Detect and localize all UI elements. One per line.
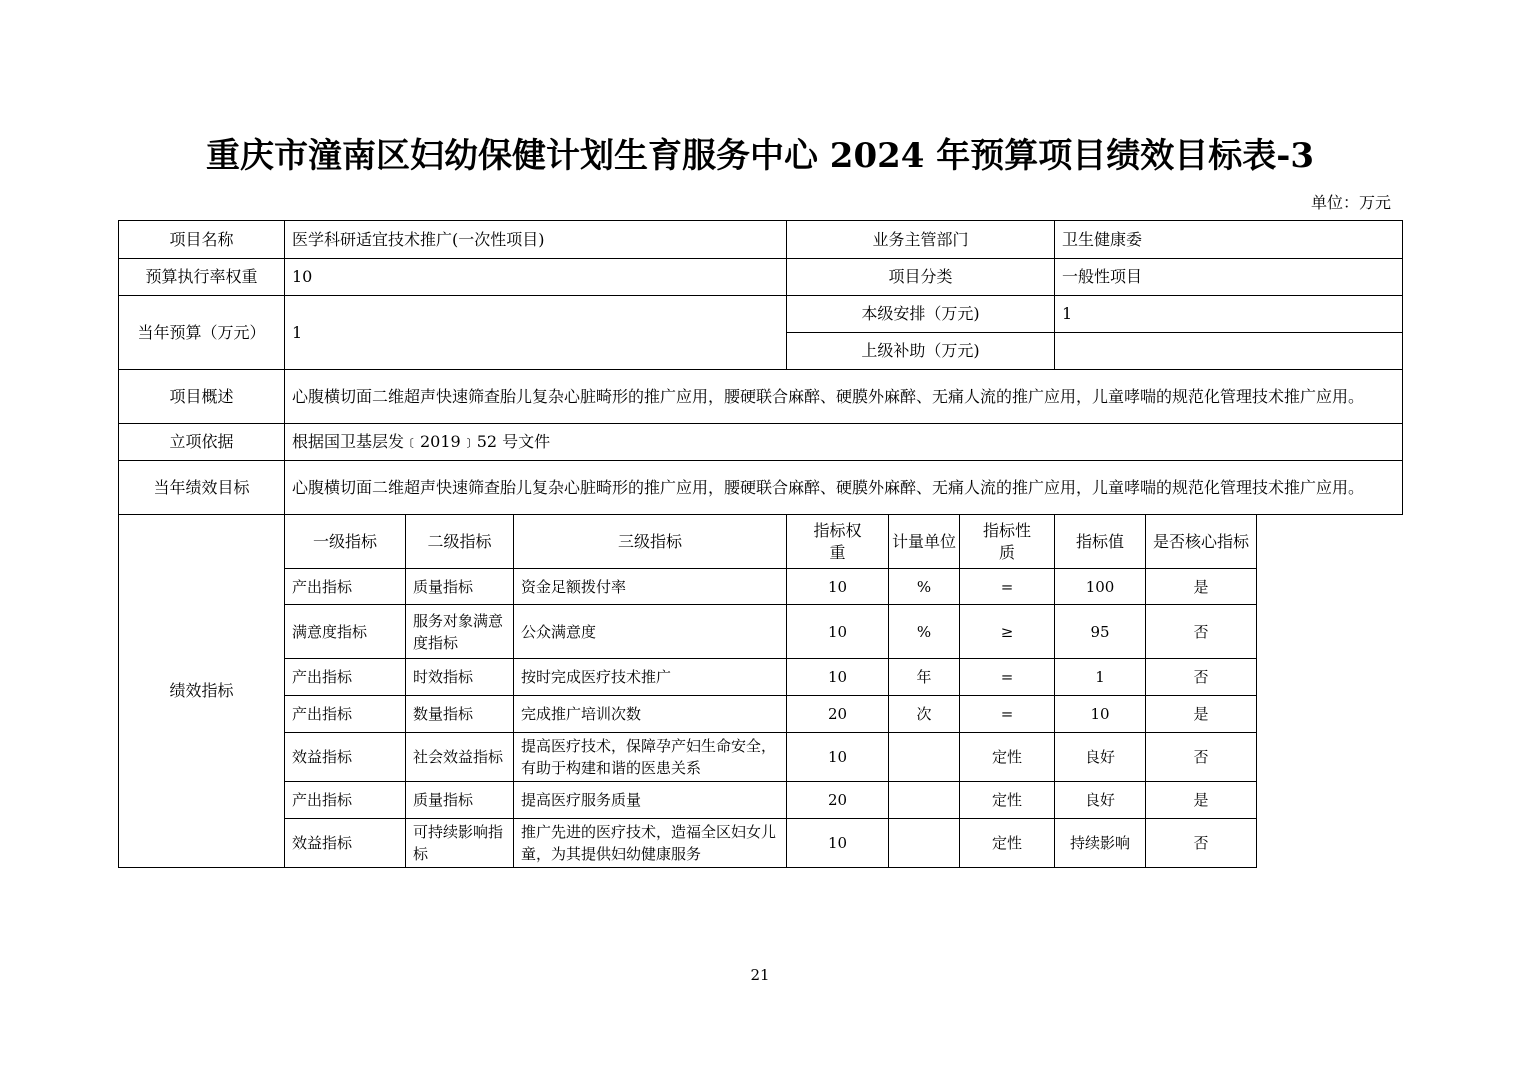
indicator-row	[119, 696, 1403, 733]
level2-cell: 服务对象满意度指标	[406, 605, 514, 659]
value-cell: 100	[1055, 569, 1146, 605]
level3-cell: 推广先进的医疗技术，造福全区妇女儿童，为其提供妇幼健康服务	[514, 819, 787, 868]
weight-cell: 10	[787, 733, 889, 782]
level1-cell: 产出指标	[285, 782, 406, 819]
weight-cell: 10	[787, 605, 889, 659]
header-core: 是否核心指标	[1146, 515, 1257, 569]
level1-cell: 满意度指标	[285, 605, 406, 659]
level1-cell: 产出指标	[285, 569, 406, 605]
header-weight: 指标权重	[787, 515, 889, 569]
level3-cell: 按时完成医疗技术推广	[514, 659, 787, 696]
weight-label: 预算执行率权重	[119, 259, 285, 296]
indicator-row	[119, 819, 1403, 868]
header-level1: 一级指标	[285, 515, 406, 569]
value-cell: 1	[1055, 659, 1146, 696]
core-cell: 否	[1146, 659, 1257, 696]
value-cell: 10	[1055, 696, 1146, 733]
level2-cell: 质量指标	[406, 782, 514, 819]
upper-label: 上级补助（万元)	[787, 333, 1055, 370]
core-cell: 是	[1146, 569, 1257, 605]
weight-value: 10	[285, 259, 787, 296]
header-nature: 指标性质	[960, 515, 1055, 569]
value-cell: 良好	[1055, 782, 1146, 819]
row-weight	[119, 259, 1403, 296]
weight-cell: 20	[787, 696, 889, 733]
unit-cell: %	[889, 569, 960, 605]
core-cell: 否	[1146, 605, 1257, 659]
weight-cell: 20	[787, 782, 889, 819]
unit-cell	[889, 782, 960, 819]
nature-cell: 定性	[960, 782, 1055, 819]
indicator-row	[119, 733, 1403, 782]
level1-cell: 效益指标	[285, 819, 406, 868]
value-cell: 良好	[1055, 733, 1146, 782]
row-overview	[119, 370, 1403, 424]
level3-cell: 提高医疗服务质量	[514, 782, 787, 819]
overview-value: 心腹横切面二维超声快速筛查胎儿复杂心脏畸形的推广应用，腰硬联合麻醉、硬膜外麻醉、无痛人流的推广应用，儿童哮喘的规范化管理技术推广应用。	[285, 370, 1403, 424]
basis-value: 根据国卫基层发﹝2019﹞52 号文件	[285, 424, 1403, 461]
row-goal	[119, 461, 1403, 515]
category-value: 一般性项目	[1055, 259, 1403, 296]
core-cell: 否	[1146, 733, 1257, 782]
weight-cell: 10	[787, 659, 889, 696]
level1-cell: 效益指标	[285, 733, 406, 782]
budget-label: 当年预算（万元）	[119, 296, 285, 370]
header-value: 指标值	[1055, 515, 1146, 569]
core-cell: 是	[1146, 782, 1257, 819]
performance-table	[118, 220, 1403, 868]
indicators-label: 绩效指标	[119, 515, 285, 868]
project-name-value: 医学科研适宜技术推广(一次性项目)	[285, 221, 787, 259]
row-budget-local	[119, 296, 1403, 333]
level3-cell: 完成推广培训次数	[514, 696, 787, 733]
nature-cell: =	[960, 569, 1055, 605]
level3-cell: 提高医疗技术，保障孕产妇生命安全，有助于构建和谐的医患关系	[514, 733, 787, 782]
weight-cell: 10	[787, 569, 889, 605]
local-label: 本级安排（万元)	[787, 296, 1055, 333]
level2-cell: 可持续影响指标	[406, 819, 514, 868]
nature-cell: ≥	[960, 605, 1055, 659]
nature-cell: 定性	[960, 733, 1055, 782]
unit-cell	[889, 733, 960, 782]
level3-cell: 公众满意度	[514, 605, 787, 659]
page-title: 重庆市潼南区妇幼保健计划生育服务中心 2024 年预算项目绩效目标表-3	[205, 136, 1315, 176]
indicator-row	[119, 782, 1403, 819]
header-level2: 二级指标	[406, 515, 514, 569]
level2-cell: 质量指标	[406, 569, 514, 605]
level2-cell: 数量指标	[406, 696, 514, 733]
unit-cell: 年	[889, 659, 960, 696]
budget-value: 1	[285, 296, 787, 370]
unit-cell: %	[889, 605, 960, 659]
core-cell: 否	[1146, 819, 1257, 868]
overview-label: 项目概述	[119, 370, 285, 424]
page-number: 21	[750, 966, 770, 984]
level2-cell: 社会效益指标	[406, 733, 514, 782]
indicator-row	[119, 659, 1403, 696]
value-cell: 95	[1055, 605, 1146, 659]
unit-cell	[889, 819, 960, 868]
indicator-row	[119, 605, 1403, 659]
indicator-header-row	[119, 515, 1403, 569]
nature-cell: =	[960, 659, 1055, 696]
local-value: 1	[1055, 296, 1403, 333]
weight-cell: 10	[787, 819, 889, 868]
goal-value: 心腹横切面二维超声快速筛查胎儿复杂心脏畸形的推广应用，腰硬联合麻醉、硬膜外麻醉、无痛人流的推广应用，儿童哮喘的规范化管理技术推广应用。	[285, 461, 1403, 515]
indicator-row	[119, 569, 1403, 605]
unit-label: 单位：万元	[1310, 193, 1391, 212]
project-name-label: 项目名称	[119, 221, 285, 259]
row-project-name	[119, 221, 1403, 259]
header-level3: 三级指标	[514, 515, 787, 569]
header-unit: 计量单位	[889, 515, 960, 569]
level1-cell: 产出指标	[285, 696, 406, 733]
goal-label: 当年绩效目标	[119, 461, 285, 515]
basis-label: 立项依据	[119, 424, 285, 461]
nature-cell: =	[960, 696, 1055, 733]
dept-label: 业务主管部门	[787, 221, 1055, 259]
level3-cell: 资金足额拨付率	[514, 569, 787, 605]
level2-cell: 时效指标	[406, 659, 514, 696]
unit-cell: 次	[889, 696, 960, 733]
row-basis	[119, 424, 1403, 461]
level1-cell: 产出指标	[285, 659, 406, 696]
dept-value: 卫生健康委	[1055, 221, 1403, 259]
nature-cell: 定性	[960, 819, 1055, 868]
value-cell: 持续影响	[1055, 819, 1146, 868]
core-cell: 是	[1146, 696, 1257, 733]
upper-value	[1055, 333, 1403, 370]
category-label: 项目分类	[787, 259, 1055, 296]
